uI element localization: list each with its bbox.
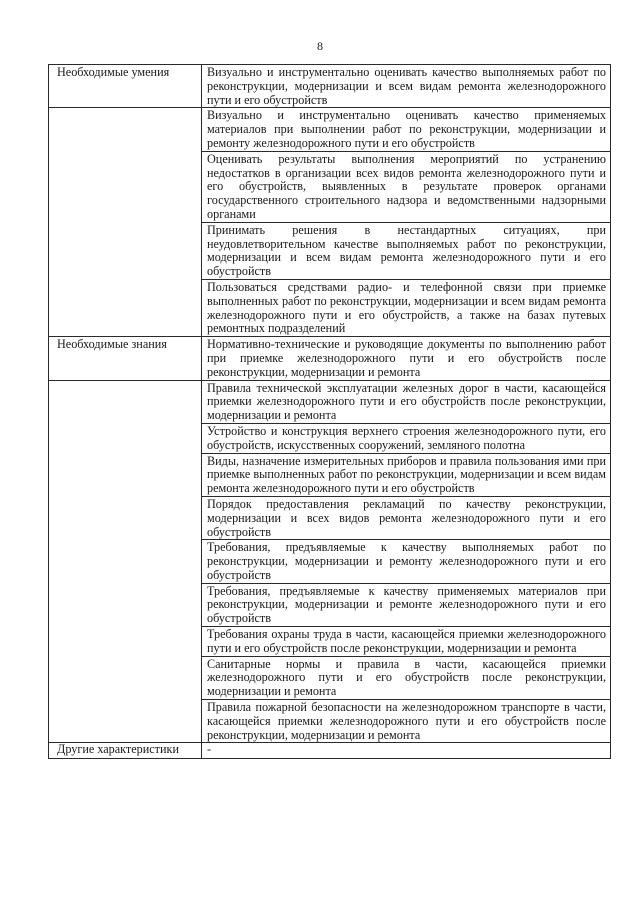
label-cell-empty xyxy=(49,453,202,496)
table-row xyxy=(49,279,611,336)
knowledge-item: Правила пожарной безопасности на железнодорожном транспорте в части, касающейся приемки железнодорожного пути и его обустройств после реконструкции, модернизации и ремонта xyxy=(202,700,611,743)
skills-item: Визуально и инструментально оценивать качество применяемых материалов при выполнении работ по реконструкции, модернизации и ремонту железнодорожного пути и его обустройств xyxy=(202,108,611,151)
skills-label: Необходимые умения xyxy=(49,65,202,108)
table-row xyxy=(49,380,611,423)
table-row xyxy=(49,496,611,539)
label-cell-empty xyxy=(49,279,202,336)
skills-item: Принимать решения в нестандартных ситуациях, при неудовлетворительном качестве выполняемых работ по реконструкции, модернизации и всем видам ремонта железнодорожного пути и его обустройств xyxy=(202,222,611,279)
knowledge-item: Правила технической эксплуатации железных дорог в части, касающейся приемки железнодорожного пути и его обустройств после реконструкции, модернизации и ремонта xyxy=(202,380,611,423)
page-number: 8 xyxy=(317,39,323,53)
label-cell-empty xyxy=(49,627,202,657)
label-cell-empty xyxy=(49,540,202,583)
label-cell-empty xyxy=(49,108,202,151)
skills-item: Оценивать результаты выполнения мероприятий по устранению недостатков в организации всех видов ремонта железнодорожного пути и его обустройств, выявленных в результате проверок органами государственного строительного надзора и ведомственными надзорными органами xyxy=(202,151,611,222)
knowledge-item: Нормативно-технические и руководящие документы по выполнению работ при приемке железнодорожного пути и его обустройств после реконструкции, модернизации и ремонта xyxy=(202,337,611,380)
skills-item: Визуально и инструментально оценивать качество выполняемых работ по реконструкции, модернизации и всем видам ремонта железнодорожного пути и его обустройств xyxy=(202,65,611,108)
label-cell-empty xyxy=(49,656,202,699)
knowledge-label: Необходимые знания xyxy=(49,337,202,380)
table-row xyxy=(49,743,611,759)
table-row xyxy=(49,423,611,453)
knowledge-item: Порядок предоставления рекламаций по качеству реконструкции, модернизации и всех видов ремонта железнодорожного пути и его обустройств xyxy=(202,496,611,539)
table-row xyxy=(49,700,611,743)
knowledge-item: Санитарные нормы и правила в части, касающейся приемки железнодорожного пути и его обустройств после реконструкции, модернизации и ремонта xyxy=(202,656,611,699)
table-row xyxy=(49,108,611,151)
requirements-table xyxy=(48,64,611,759)
label-cell-empty xyxy=(49,380,202,423)
table-row xyxy=(49,453,611,496)
table-row xyxy=(49,627,611,657)
table-row xyxy=(49,151,611,222)
knowledge-item: Требования охраны труда в части, касающейся приемки железнодорожного пути и его обустройств после реконструкции, модернизации и ремонта xyxy=(202,627,611,657)
label-cell-empty xyxy=(49,583,202,626)
knowledge-item: Виды, назначение измерительных приборов и правила пользования ими при приемке выполненных работ по реконструкции, модернизации и всем видам ремонта железнодорожного пути и его обустройств xyxy=(202,453,611,496)
knowledge-item: Требования, предъявляемые к качеству выполняемых работ по реконструкции, модернизации и ремонту железнодорожного пути и его обустройств xyxy=(202,540,611,583)
table-row xyxy=(49,337,611,380)
skills-item: Пользоваться средствами радио- и телефонной связи при приемке выполненных работ по реконструкции, модернизации и всем видам ремонта железнодорожного пути и его обустройств, а также на базах путевых ремонтных подразделений xyxy=(202,279,611,336)
knowledge-item: Требования, предъявляемые к качеству применяемых материалов при реконструкции, модернизации и ремонте железнодорожного пути и его обустройств xyxy=(202,583,611,626)
other-value: - xyxy=(202,743,611,759)
label-cell-empty xyxy=(49,496,202,539)
table-row xyxy=(49,656,611,699)
knowledge-item: Устройство и конструкция верхнего строения железнодорожного пути, его обустройств, искусственных сооружений, земляного полотна xyxy=(202,423,611,453)
label-cell-empty xyxy=(49,700,202,743)
label-cell-empty xyxy=(49,151,202,222)
table-row xyxy=(49,222,611,279)
table-row xyxy=(49,583,611,626)
table-row xyxy=(49,540,611,583)
label-cell-empty xyxy=(49,423,202,453)
table-row xyxy=(49,65,611,108)
other-label: Другие характеристики xyxy=(49,743,202,759)
label-cell-empty xyxy=(49,222,202,279)
